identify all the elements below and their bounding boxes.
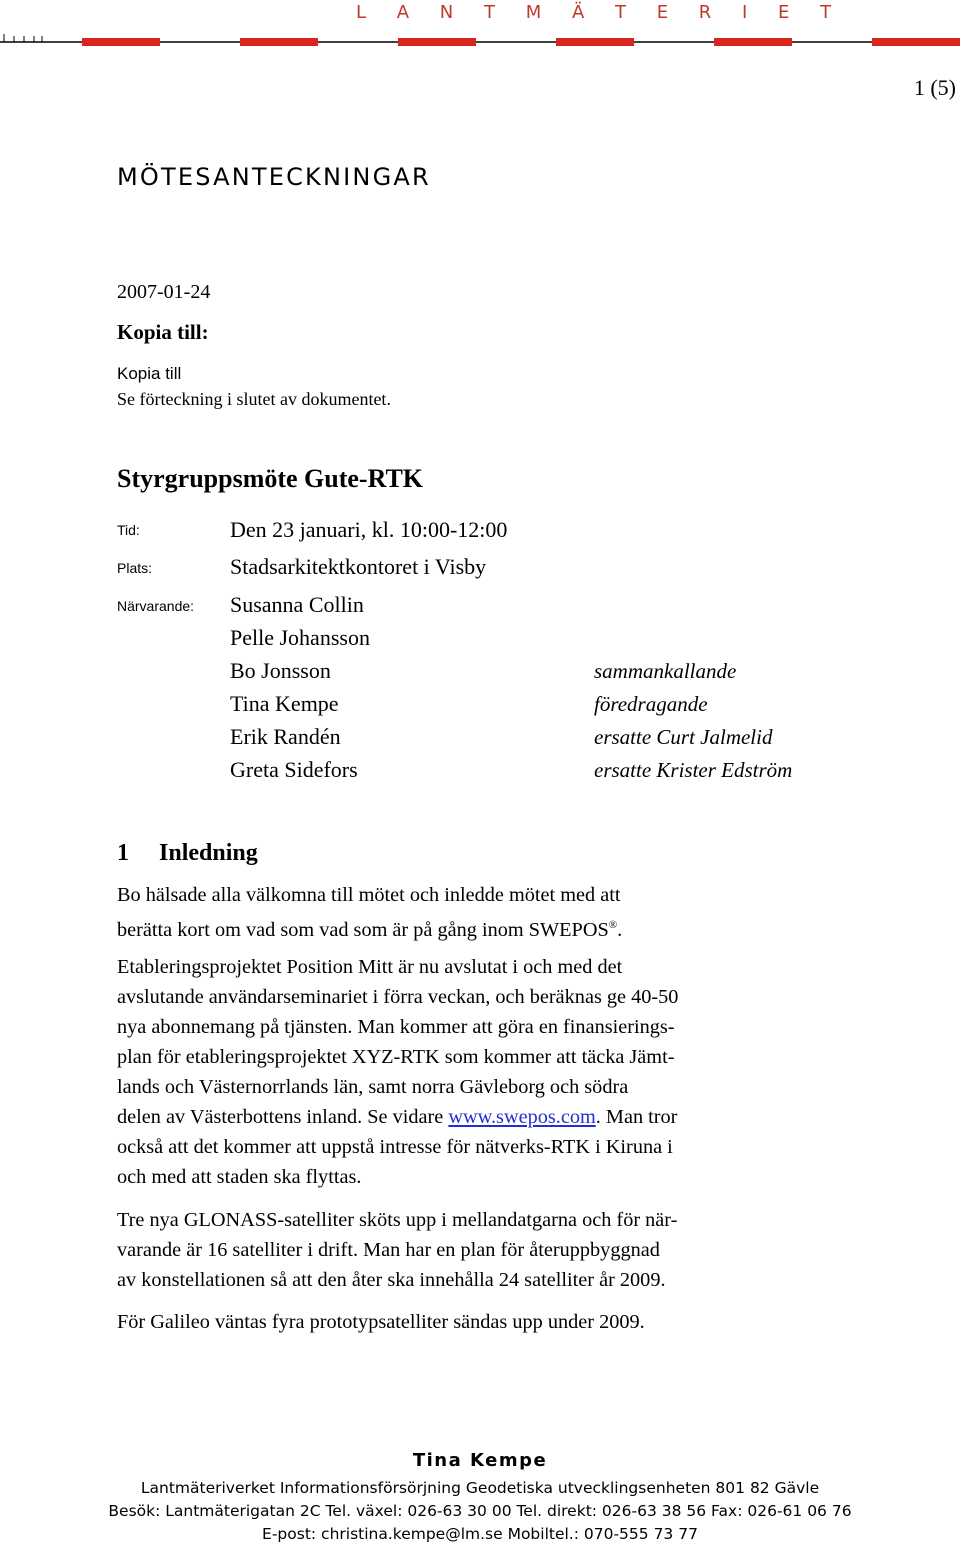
paragraph-line: Etableringsprojektet Position Mitt är nu avslutat i och med det: [117, 956, 623, 978]
paragraph-galileo: [117, 1307, 857, 1337]
paragraph-glonass: [117, 1205, 857, 1295]
copy-heading: Kopia till:: [117, 320, 209, 344]
attendee-name: Susanna Collin: [230, 592, 364, 617]
section-heading: [117, 840, 258, 867]
attendee-name: Erik Randén: [230, 724, 341, 749]
paragraph-line: [117, 910, 857, 945]
paragraph-text: .: [617, 918, 623, 941]
place-value: Stadsarkitektkontoret i Visby: [230, 554, 487, 579]
paragraph-line: avslutande användarseminariet i förra veckan, och beräknas ge 40-50: [117, 986, 679, 1008]
paragraph-position-mitt: [117, 952, 857, 1192]
footer-organization: Lantmäteriverket Informationsförsörjning Geodetiska utvecklingsenheten 801 82 Gävle: [140, 1479, 820, 1497]
lantmateriet-logo: [0, 0, 960, 50]
paragraph-line: också att det kommer att uppstå intresse för nätverks-RTK i Kiruna i: [117, 1136, 673, 1158]
paragraph-line: och med att staden ska flyttas.: [117, 1166, 362, 1188]
section-title: Inledning: [159, 840, 258, 866]
paragraph-line: nya abonnemang på tjänsten. Man kommer att göra en finansierings-: [117, 1016, 675, 1038]
paragraph-line: lands och Västernorrlands län, samt norra Gävleborg och södra: [117, 1076, 629, 1098]
paragraph-text: delen av Västerbottens inland. Se vidare: [117, 1106, 449, 1128]
attendees-label: Närvarande:: [117, 598, 195, 614]
copy-note: Se förteckning i slutet av dokumentet.: [117, 389, 391, 409]
place-label: Plats:: [117, 560, 153, 576]
attendee-role: ersatte Curt Jalmelid: [594, 725, 773, 749]
paragraph-text: . Man tror: [595, 1106, 678, 1128]
paragraph-line: av konstellationen så att den åter ska innehålla 24 satelliter år 2009.: [117, 1269, 666, 1291]
footer-author-name: Tina Kempe: [412, 1450, 548, 1471]
attendee-role: föredragande: [594, 692, 708, 716]
document-date: 2007-01-24: [117, 281, 211, 303]
copy-line: Kopia till: [117, 364, 182, 383]
paragraph-text: berätta kort om vad som vad som är på gång inom SWEPOS: [117, 918, 609, 941]
page-number: 1 (5): [913, 75, 956, 100]
paragraph-line: För Galileo väntas fyra prototypsatelliter sändas upp under 2009.: [117, 1311, 645, 1333]
time-value: Den 23 januari, kl. 10:00-12:00: [230, 517, 508, 542]
document-type: MÖTESANTECKNINGAR: [117, 163, 431, 191]
section-number: 1: [117, 840, 129, 866]
registered-mark: ®: [608, 919, 618, 931]
swepos-link[interactable]: www.swepos.com: [448, 1106, 596, 1128]
attendee-role: ersatte Krister Edström: [594, 758, 793, 782]
paragraph-line: Tre nya GLONASS-satelliter sköts upp i mellandatgarna och för när-: [117, 1209, 678, 1231]
footer-contact: Besök: Lantmäterigatan 2C Tel. växel: 026-63 30 00 Tel. direkt: 026-63 38 56 Fax: 026-61 06 76: [108, 1502, 852, 1520]
footer-email-phone: E-post: christina.kempe@lm.se Mobiltel.: 070-555 73 77: [262, 1525, 698, 1543]
paragraph-line: varande är 16 satelliter i drift. Man har en plan för återuppbyggnad: [117, 1239, 660, 1261]
paragraph-line: [117, 1102, 857, 1132]
attendee-role: sammankallande: [594, 659, 737, 683]
attendee-name: Pelle Johansson: [230, 625, 370, 650]
meeting-title: Styrgruppsmöte Gute-RTK: [117, 464, 424, 493]
time-label: Tid:: [117, 522, 140, 538]
logo-text: L A N T M Ä T E R I E T: [356, 2, 844, 23]
attendee-name: Greta Sidefors: [230, 757, 358, 782]
attendee-name: Tina Kempe: [230, 691, 339, 716]
paragraph-intro: [117, 880, 857, 945]
attendee-name: Bo Jonsson: [230, 658, 331, 683]
paragraph-line: plan för etableringsprojektet XYZ-RTK som kommer att täcka Jämt-: [117, 1046, 675, 1068]
paragraph-line: Bo hälsade alla välkomna till mötet och inledde mötet med att: [117, 884, 621, 906]
